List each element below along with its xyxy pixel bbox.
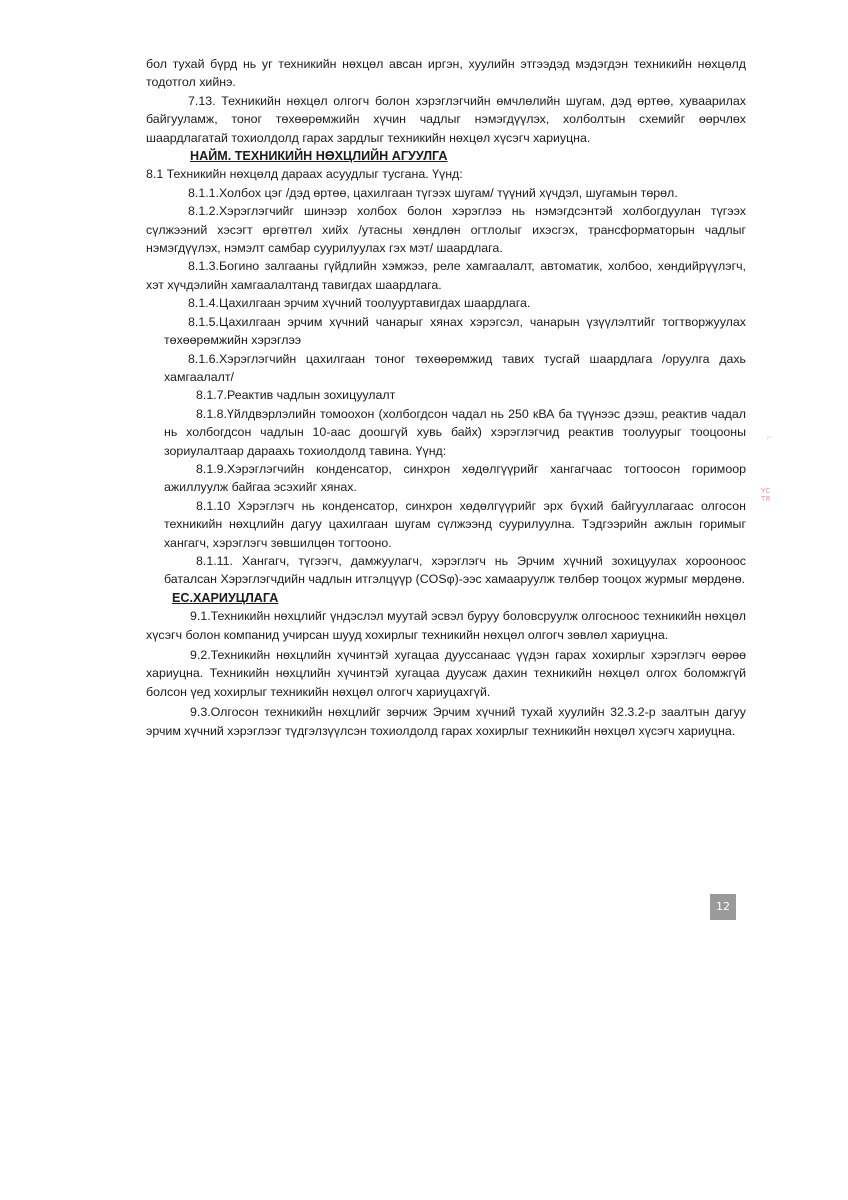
paragraph-7-13: 7.13. Техникийн нөхцөл олгогч болон хэрэглэгчийн өмчлөлийн шугам, дэд өртөө, хуваарилах байгууламж, тоног төхөөрөмжийн хүчин чадлыг нэмэгдүүлэх, холболтын схемийг өөрчлөх шаардлагатай тохиолдолд гарах зардлыг техникийн нөхцөл хүсэгч хариуцна. [146,93,746,145]
section-9-heading: ЕС.ХАРИУЦЛАГА [172,590,279,605]
item-8-1-7: 8.1.7.Реактив чадлын зохицуулалт [196,388,396,403]
item-8-1-3: 8.1.3.Богино залгааны гүйдлийн хэмжээ, реле хамгаалалт, автоматик, холбоо, хөндийрүүлэгч, хэт хүчдэлийн хамгаалалтанд тавигдах шаардлага. [146,259,746,292]
item-8-1-9: 8.1.9.Хэрэглэгчийн конденсатор, синхрон хөдөлгүүрийг хангагчаас тогтоосон горимоор ажиллуулж байгаа эсэхийг хянах. [164,461,746,495]
page-number: 12 [710,894,736,920]
item-8-1-10: 8.1.10 Хэрэглэгч нь конденсатор, синхрон хөдөлгүүрийг эрх бүхий байгууллагаас олгосон техникийн нөхцлийн дагуу цахилгаан шугам сүлжээнд суурилуулна. Тэдгээрийн ажлын горимыг хангагч, хэрэглэгч зөвшилцөн тогтооно. [164,498,746,550]
item-8-1-8: 8.1.8.Үйлдвэрлэлийн томоохон (холбогдсон чадал нь 250 кВА ба түүнээс дээш, реактив чадал нь холбогдсон чадлын 10-аас доошгүй хувь байх) хэрэглэгчид реактив тоолуурыг тооцооны зориулалтаар дараахь тохиолдолд тавина. Үүнд: [164,406,746,458]
item-8-1-4: 8.1.4.Цахилгаан эрчим хүчний тоолууртавигдах шаардлага. [188,296,531,311]
item-8-1-5: 8.1.5.Цахилгаан эрчим хүчний чанарыг хянах хэрэгсэл, чанарын үзүүлэлтийг тогтворжуулах төхөөрөмжийн хэрэглээ [164,314,746,348]
item-8-1-11: 8.1.11. Хангагч, түгээгч, дамжуулагч, хэрэглэгч нь Эрчим хүчний зохицуулах хорооноос баталсан Хэрэглэгчдийн чадлын итгэлцүүр (COSφ)-ээс хамааруулж төлбөр тооцох журмыг мөрдөнө. [164,553,746,587]
scan-artifact: ⌐ [767,432,773,442]
item-8-1-1: 8.1.1.Холбох цэг /дэд өртөө, цахилгаан түгээх шугам/ түүний хүчдэл, шугамын төрөл. [188,185,678,200]
section-8-heading: НАЙМ. ТЕХНИКИЙН НӨХЦЛИЙН АГУУЛГА [190,149,448,164]
paragraph-continuation: бол тухай бүрд нь уг техникийн нөхцөл авсан иргэн, хуулийн этгээдэд мэдэгдэн техникийн нөхцөлд тодотгол хийнэ. [146,57,746,90]
indented-block [164,313,746,589]
item-9-1: 9.1.Техникийн нөхцлийг үндэслэл муутай эсвэл буруу боловсруулж олгосноос техникийн нөхцөл хүсэгч болон компанид учирсан шууд хохирлыг техникийн нөхцөл олгогч зөвлөл хариуцна. [146,609,746,642]
item-9-3: 9.3.Олгосон техникийн нөхцлийг зөрчиж Эрчим хүчний тухай хуулийн 32.3.2-р заалтын дагуу эрчим хүчний хэрэглээг түдгэлзүүлсэн тохиолдолд гарах хохирлыг техникийн нөхцөл хүсэгч хариуцна. [146,705,746,738]
item-8-1-6: 8.1.6.Хэрэглэгчийн цахилгаан тоног төхөөрөмжид тавих тусгай шаардлага /оруулга дахь хамгаалалт/ [164,351,746,384]
stamp-fragment: ҮС ТЯ [761,487,771,503]
document-body [146,55,746,740]
section-8-intro: 8.1 Техникийн нөхцөлд дараах асуудлыг тусгана. Үүнд: [146,167,463,182]
item-8-1-2: 8.1.2.Хэрэглэгчийг шинээр холбох болон хэрэглээ нь нэмэгдсэнтэй холбогдуулан түгээх сүлжээний хэсэгт өргөтгөл хийх /утасны хөндлөн огтлолыг ихэсгэх, трансформаторын чадлыг нэмэгдүүлэх, нэмэлт самбар суурилуулах гэх мэт/ шаардлага. [146,204,746,256]
item-9-2: 9.2.Техникийн нөхцлийн хүчинтэй хугацаа дууссанаас үүдэн гарах хохирлыг хэрэглэгч өөрөө хариуцна. Техникийн нөхцлийн хүчинтэй хугацаа дуусаж дахин техникийн нөхцөл олгох боломжгүй болсон үед хохирлыг техникийн нөхцөл олгогч хариуцахгүй. [146,648,746,699]
